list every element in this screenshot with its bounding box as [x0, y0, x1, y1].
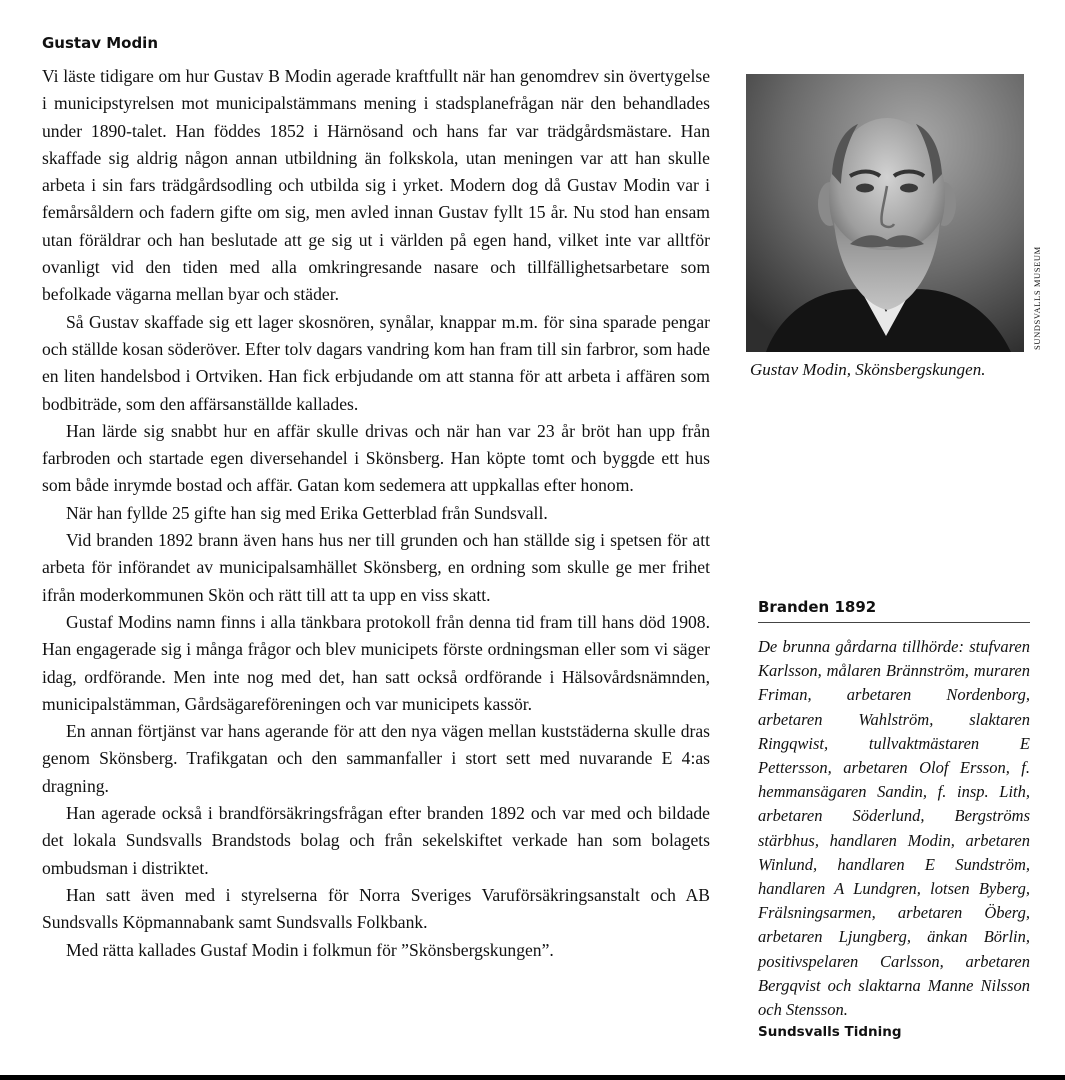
article-paragraph: Vi läste tidigare om hur Gustav B Modin agerade kraftfullt när han genomdrev sin övertygelse i municipstyrelsen mot municipalstämmans mening i stadsplanefrågan när den behandlades under 1890-talet. Han föddes 1852 i Härnösand och hans far var trädgårdsmästare. Han skaffade sig aldrig någon annan utbildning än folkskola, utan meningen var att han skulle arbeta i sin fars trädgårdsodling och utbilda sig i yrket. Modern dog då Gustav Modin var i femårsåldern och fadern gifte om sig, men avled innan Gustav fyllt 15 år. Nu stod han ensam utan föräldrar och han beslutade att ge sig ut i världen på egen hand, vilket inte var alltför ovanligt vid den tiden med alla omkringresande nasare och tillfällighetsarbetare som befolkade vägarna mellan byar och städer. — [42, 66, 710, 305]
sidebar-title: Branden 1892 — [758, 598, 1030, 623]
photo-credit-text: SUNDSVALLS MUSEUM — [1032, 246, 1042, 350]
article-body — [42, 63, 710, 964]
article-paragraph: Han lärde sig snabbt hur en affär skulle drivas och när han var 23 år bröt han upp från farbroden och startade egen diversehandel i Skönsberg. Han köpte tomt och byggde ett hus som både inrymde bostad och affär. Gatan kom sedemera att uppkallas efter honom. — [42, 420, 710, 496]
sidebar-source: Sundsvalls Tidning — [758, 1024, 902, 1041]
page-bottom-border — [0, 1075, 1065, 1080]
portrait-photo — [746, 74, 1024, 352]
article-paragraph: Så Gustav skaffade sig ett lager skosnören, synålar, knappar m.m. för sina sparade pengar och ställde kosan söderöver. Efter tolv dagars vandring kom han fram till sin farbror, som hade en liten handelsbod i Ortviken. Han fick erbjudande om att stanna för att arbeta i affären som bodbiträde, som den affärsanställde kallades. — [42, 311, 710, 414]
article-paragraph: Han satt även med i styrelserna för Norra Sveriges Varuförsäkringsanstalt och AB Sundsvalls Köpmannabank samt Sundsvalls Folkbank. — [42, 884, 710, 933]
article-paragraph: När han fyllde 25 gifte han sig med Erika Getterblad från Sundsvall. — [66, 502, 548, 523]
article-paragraph: En annan förtjänst var hans agerande för att den nya vägen mellan kuststäderna skulle dras genom Skönsberg. Trafikgatan och den sammanfaller i stort sett med nuvarande E 4:as dragning. — [42, 721, 710, 796]
sidebar-box — [758, 598, 1030, 1040]
article-paragraph: Vid branden 1892 brann även hans hus ner till grunden och han ställde sig i spetsen för att arbeta för införandet av municipalsamhället Skönsberg, en ordning som skulle ge mer frihet ifrån moderkommunen Skön och rätt till att ta upp en viss skatt. — [42, 530, 710, 605]
photo-caption: Gustav Modin, Skönsbergskungen. — [750, 360, 986, 379]
article-paragraph: Gustaf Modins namn finns i alla tänkbara protokoll från denna tid fram till hans död 1908. Han engagerade sig i många frågor och blev municipets förste ordningsman eller som vi säger idag, ordförande. Men inte nog med det, han satt också ordförande i Hälsovårdsnämnden, municipalstämman, Gårdsägareföreningen och var municipets kassör. — [42, 611, 710, 714]
article-title: Gustav Modin — [42, 34, 159, 52]
article-paragraph: Han agerade också i brandförsäkringsfrågan efter branden 1892 och var med och bildade det lokala Sundsvalls Brandstods bolag och från sekelskiftet verkade han som bolagets ombudsman i distriktet. — [42, 803, 710, 878]
article-paragraph: Med rätta kallades Gustaf Modin i folkmun för ”Skönsbergskungen”. — [66, 939, 554, 960]
sidebar-text: De brunna gårdarna tillhörde: stufvaren Karlsson, målaren Brännström, muraren Friman, arbetaren Nordenborg, arbetaren Wahlström, slaktaren Ringqwist, tullvaktmästaren E Pettersson, arbetaren Olof Ersson, f. hemmansägaren Sandin, f. insp. Lith, arbetaren Söderlund, Bergströms stärbhus, handlaren Modin, arbetaren Winlund, handlaren E Sundström, handlaren A Lundgren, lotsen Byberg, Frälsningsarmen, arbetaren Öberg, arbetaren Ljungberg, änkan Börlin, positivspelaren Carlsson, arbetaren Bergqvist och slaktarna Manne Nilsson och Stensson. — [758, 637, 1030, 1020]
